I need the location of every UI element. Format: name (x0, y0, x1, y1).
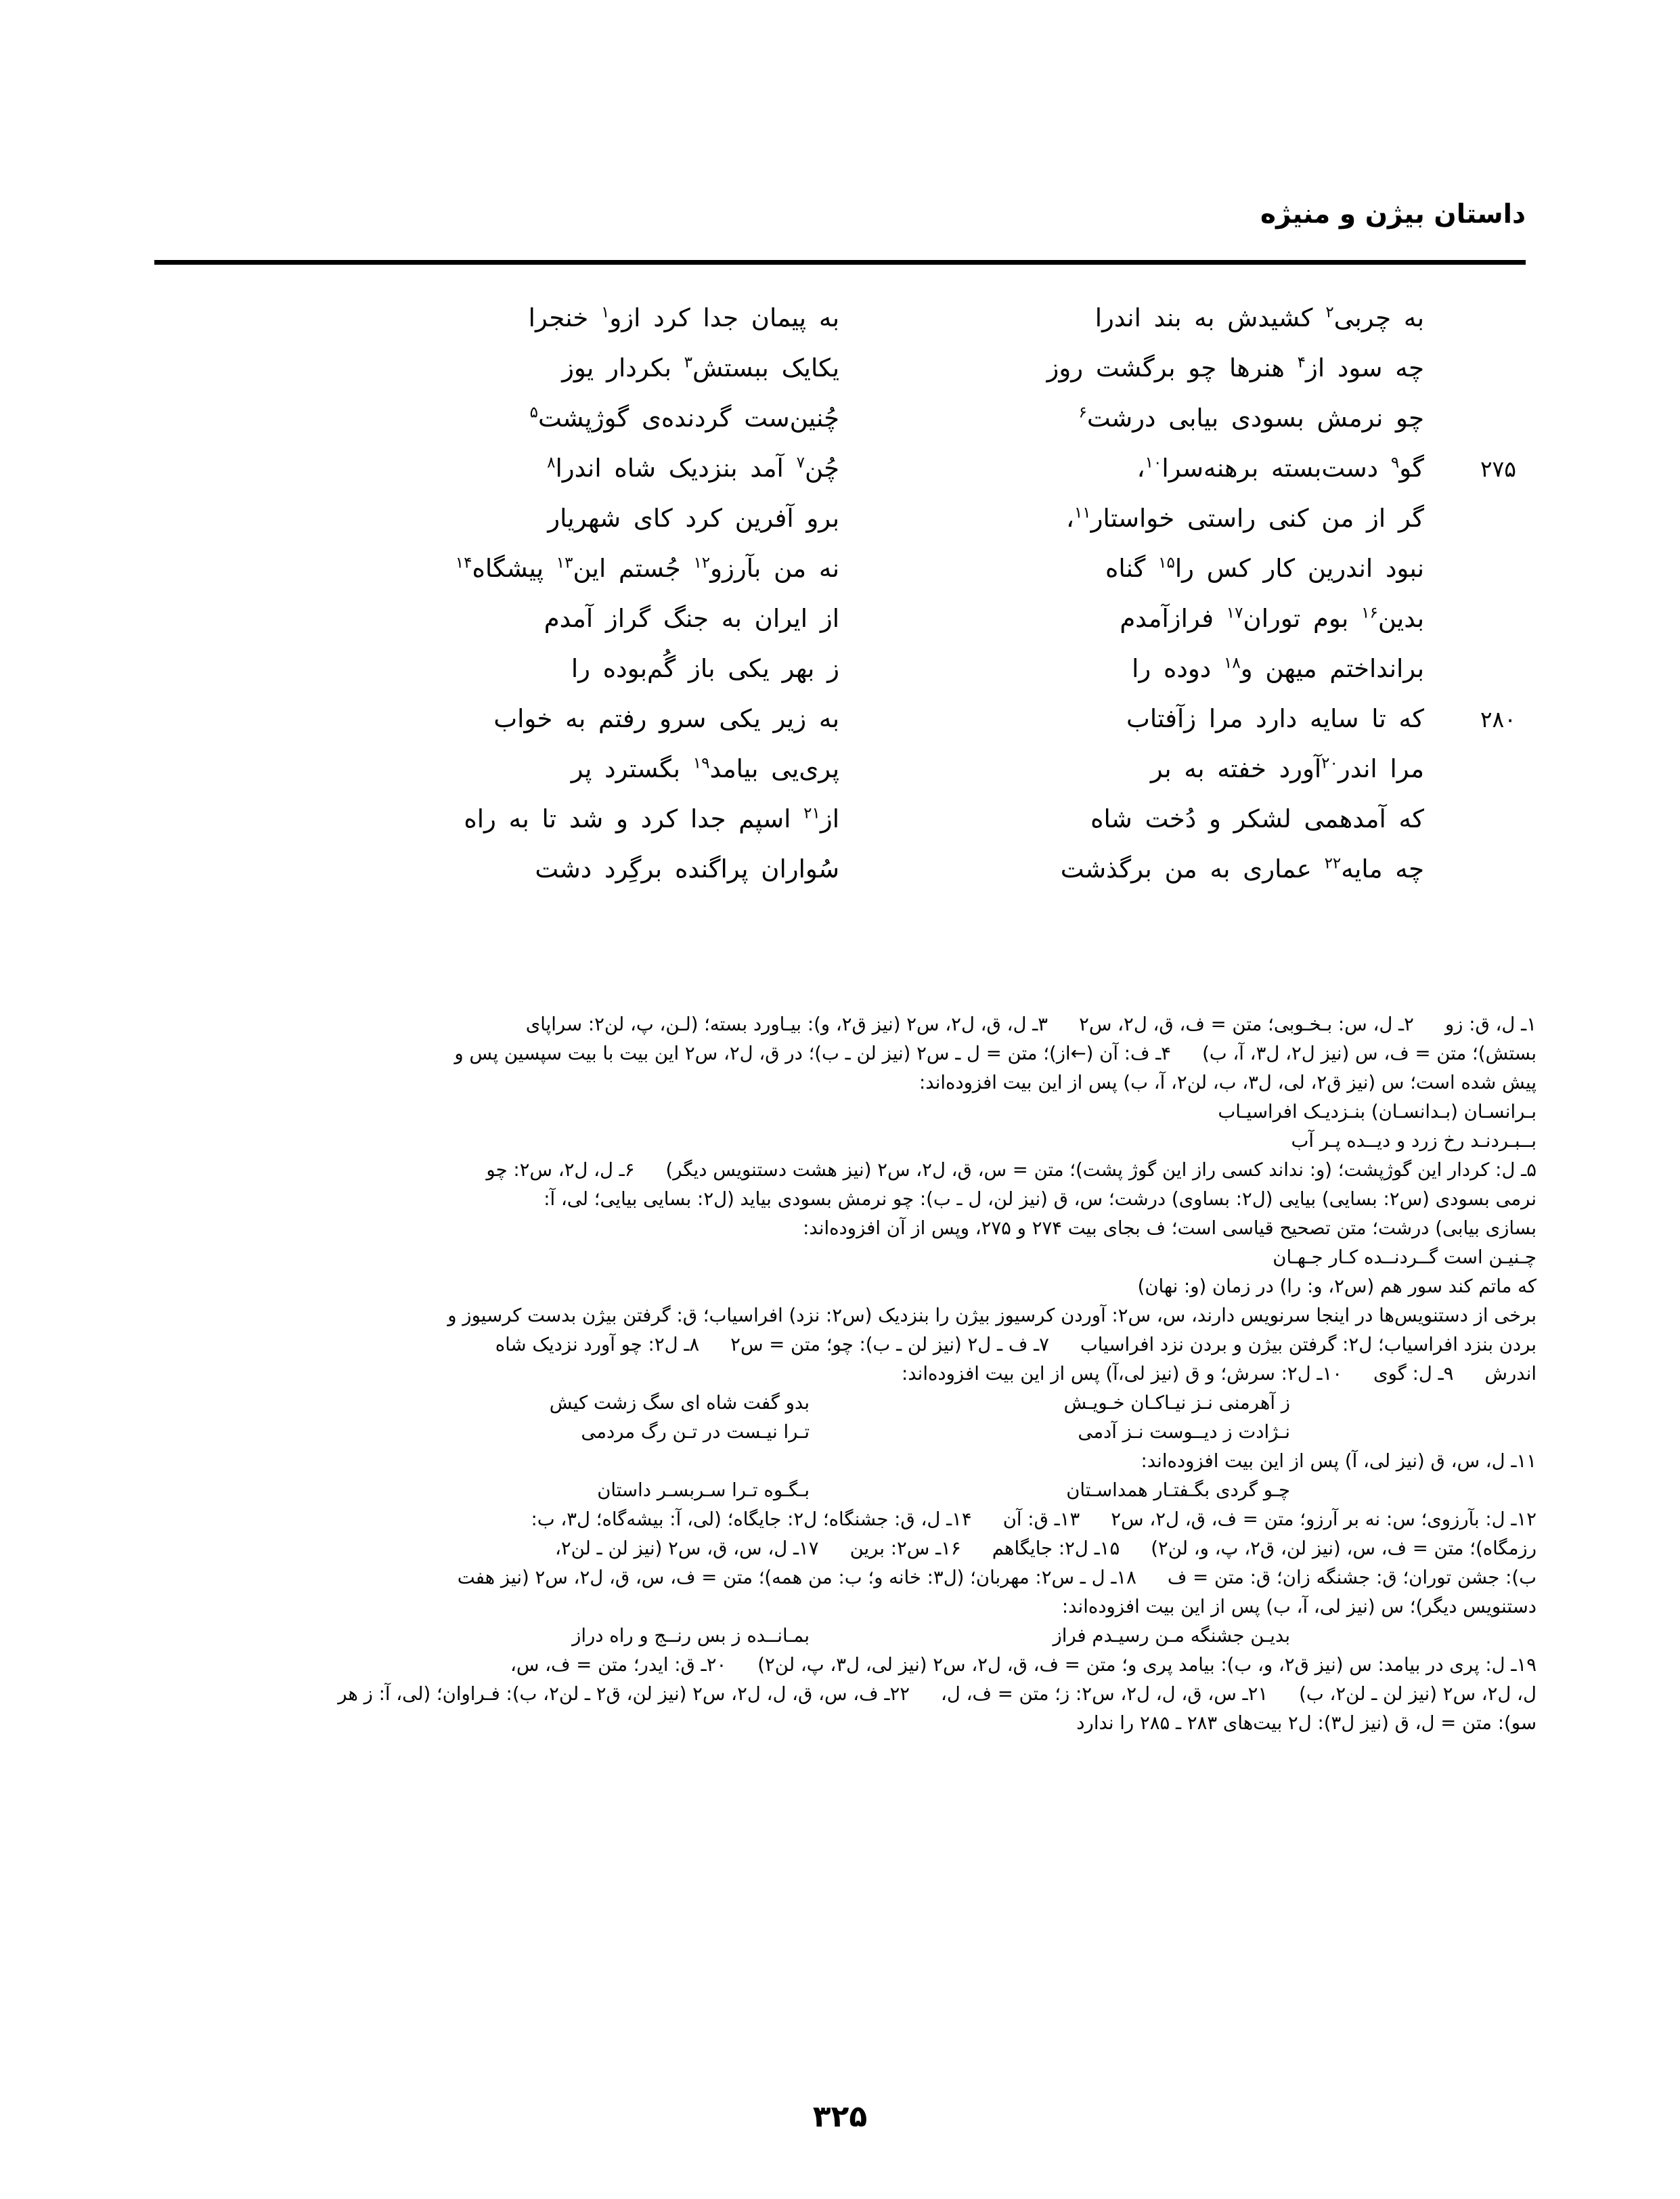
quoted-verse (143, 1243, 1537, 1272)
note-16: ۱۶ـ س۲: برین (849, 1538, 961, 1559)
hemistich-right (253, 754, 849, 783)
apparatus-line (143, 1185, 1537, 1214)
hemistich-right (253, 303, 849, 332)
apparatus-line (143, 1563, 1537, 1592)
note-13: ۱۳ـ ق: آن (1002, 1508, 1080, 1530)
footnote-marker: ۵ (529, 404, 538, 422)
note-6-cont2: بسازی بیابی) درشت؛ متن تصحیح قیاسی است؛ ف بجای بیت ۲۷۴ و ۲۷۵، وپس از آن افزوده‌اند: (803, 1217, 1537, 1239)
footnote-marker: ۷ (796, 454, 805, 472)
note-4: ۴ـ ف: آن (←از)؛ متن = ل ـ س۲ (نیز لن ـ ب)؛ در ق، ل۲، س۲ این بیت با بیت سپسین پس و (454, 1043, 1172, 1064)
hemistich-text: گر از من کنی راستی خواستار (1090, 504, 1424, 533)
apparatus-line (143, 1680, 1537, 1709)
hemistich-text: برانداختم میهن و (1240, 654, 1424, 683)
hemistich-text: به زیر یکی سرو رفتم به خواب (493, 704, 839, 733)
hemistich-text: که تا سایه دارد مرا زآفتاب (1126, 704, 1424, 733)
footnote-marker: ۱۸ (1224, 654, 1241, 672)
note-18-cont: دستنویس دیگر)؛ س (نیز لی، آ، ب) پس از این بیت افزوده‌اند: (1061, 1596, 1537, 1617)
page-number: ۳۲۵ (812, 2099, 868, 2134)
quoted-hemistich-right: تـرا نیـست در تـن رگ مردمی (581, 1421, 810, 1443)
note-2-cont: بستش)؛ متن = ف، س (نیز ل۲، ل۳، آ، ب) (1202, 1043, 1537, 1064)
couplet-row (154, 504, 1526, 554)
quoted-hemistich-left: بدیـن جشنگه مـن رسیـدم فراز (1053, 1625, 1290, 1647)
running-title: داستان بیژن و منیژه (1260, 199, 1526, 230)
note-9: ۹ـ ل: گوی (1373, 1363, 1454, 1385)
hemistich-right (253, 454, 849, 483)
footnote-marker: ۱۹ (692, 754, 710, 772)
hemistich-text-tail: کشیدش به بند اندرا (1095, 303, 1326, 332)
quoted-verse (143, 1097, 1537, 1127)
hemistich-text: از ایران به جنگ گراز آمدم (544, 604, 839, 633)
footnote-marker: ۲ (1325, 303, 1334, 322)
hemistich-text-tail: بکردار یوز (562, 353, 684, 383)
footnote-marker: ۹ (1390, 454, 1400, 472)
note-6-cont: نرمی بسودی (س۲: بسایی) بیایی (ل۲: بساوی) درشت؛ س، ق (نیز لن، ل ـ ب): چو نرمش بسودی بیاید (ل۲: بسایی بیایی؛ لی، آ: (544, 1188, 1537, 1210)
note-22-cont: سو): متن = ل، ق (نیز ل۳): ل۲ بیت‌های ۲۸۳ ـ ۲۸۵ را ندارد (1076, 1712, 1537, 1734)
couplet-row (154, 754, 1526, 804)
quoted-hemistich-left: نـژادت ز دیــوست نـز آدمی (1078, 1421, 1290, 1443)
apparatus-line (143, 1301, 1537, 1330)
apparatus-line (143, 1709, 1537, 1738)
hemistich-text-tail: جُستم این (573, 554, 694, 583)
hemistich-text-tail2: پیشگاه (472, 554, 556, 583)
footnote-marker: ۱۰ (1145, 454, 1162, 472)
footnote-marker: ۱۲ (693, 554, 711, 572)
hemistich-text-tail: گناه (1105, 554, 1159, 583)
footnote-marker: ۴ (1297, 353, 1306, 372)
note-1: ۱ـ ل، ق: زو (1444, 1014, 1537, 1035)
hemistich-right (253, 353, 849, 383)
quoted-hemistich-right: بدو گفت شاه ای سگ زشت کیش (549, 1392, 810, 1414)
hemistich-right (253, 404, 849, 433)
hemistich-text-tail: عماری به من برگذشت (1060, 854, 1325, 884)
footnote-marker: ۲۲ (1324, 854, 1342, 873)
hemistich-left (849, 404, 1444, 433)
footnote-marker: ۱۱ (1074, 504, 1091, 522)
hemistich-text: به چربی (1333, 303, 1424, 332)
hemistich-left (849, 604, 1444, 633)
footnote-marker: ۱ (601, 303, 610, 322)
hemistich-left (849, 754, 1444, 783)
hemistich-text-tail: بگسترد پر (571, 754, 693, 783)
apparatus-line (143, 1068, 1537, 1097)
footnote-marker: ۱۵ (1158, 554, 1175, 572)
apparatus-line (143, 1447, 1537, 1476)
note-21: ۲۱ـ س، ق، ل، ل۲، س۲: ز؛ متن = ف، ل، (941, 1683, 1268, 1705)
apparatus-line (143, 1010, 1537, 1039)
note-4-cont: پیش شده است؛ س (نیز ق۲، لی، ل۳، ب، لن۲، آ، ب) پس از این بیت افزوده‌اند: (919, 1072, 1537, 1093)
note-17-cont: ب): جشن توران؛ ق: جشنگه زان؛ ق: متن = ف (1167, 1567, 1537, 1588)
quoted-hemistich-right: بمـانــده ز بس رنــج و راه دراز (572, 1625, 810, 1647)
hemistich-text: ز بهر یکی باز گُم‌بوده را (571, 654, 839, 683)
hemistich-text: نه من بآرزو (710, 554, 839, 583)
hemistich-text: نبود اندرین کار کس را (1174, 554, 1424, 583)
note-22: ۲۲ـ ف، س، ق، ل، ل۲، س۲ (نیز لن، ق۲ ـ لن۲، ب): فـراوان؛ (لی، آ: ز هر (338, 1683, 910, 1705)
couplet-row (154, 454, 1526, 504)
footnote-marker: ۱۷ (1226, 604, 1243, 622)
quoted-verse (143, 1127, 1537, 1156)
footnote-marker: ۶ (1078, 404, 1087, 422)
note-11: ۱۱ـ ل، س، ق (نیز لی، آ) پس از این بیت افزوده‌اند: (1141, 1450, 1537, 1472)
quoted-hemistich: بـرانسـان (بـدانسـان) بنـزدیـک افراسیـاب (1218, 1101, 1537, 1123)
hemistich-text: چو نرمش بسودی بیابی درشت (1086, 404, 1424, 433)
hemistich-text-tail: اسپم جدا کرد و شد تا به راه (464, 804, 804, 833)
hemistich-text: از (820, 804, 839, 833)
apparatus-line (143, 1359, 1537, 1389)
hemistich-left (849, 854, 1444, 884)
hemistich-text: سُواران پراگنده برگِرد دشت (535, 854, 839, 884)
footnote-marker: ۱۶ (1361, 604, 1378, 622)
couplet-row (154, 404, 1526, 454)
quoted-hemistich: که ماتم کند سور هم (س۲، و: را) در زمان (و: نهان) (1137, 1276, 1537, 1297)
hemistich-text: چه سود از (1306, 353, 1424, 383)
note-19: ۱۹ـ ل: پری در بیامد: س (نیز ق۲، و، ب): بیامد پری و؛ متن = ف، ق، ل۲، س۲ (نیز لی، ل۳، پ، لن۲) (757, 1654, 1537, 1676)
hemistich-text: یکایک ببستش (692, 353, 839, 383)
apparatus-line (143, 1651, 1537, 1680)
hemistich-left (849, 704, 1444, 733)
hemistich-text-tail: هنرها چو برگشت روز (1046, 353, 1298, 383)
hemistich-right (253, 854, 849, 884)
hemistich-left (849, 454, 1444, 483)
note-17: ۱۷ـ ل، س، ق، س۲ (نیز لن ـ لن۲، (554, 1538, 819, 1559)
hemistich-text-tail2: فرازآمدم (1120, 604, 1226, 633)
apparatus-line (143, 1330, 1537, 1359)
quoted-hemistich: چـنیـن است گــردنــده کـار جـهـان (1273, 1246, 1537, 1268)
apparatus-line (143, 1039, 1537, 1068)
quoted-hemistich-left: چـو گردی بگـفتـار همداسـتان (1066, 1479, 1290, 1501)
hemistich-text: برو آفرین کرد کای شهریار (548, 504, 839, 533)
apparatus-line (143, 1505, 1537, 1534)
apparatus-line (143, 1214, 1537, 1243)
critical-apparatus (143, 1010, 1537, 1738)
hemistich-comma: ، (1136, 454, 1145, 483)
hemistich-right (253, 554, 849, 583)
couplet-row (154, 554, 1526, 604)
hemistich-right (253, 704, 849, 733)
quoted-couplet (143, 1389, 1537, 1418)
note-20-cont: ل، ل۲، س۲ (نیز لن ـ لن۲، ب) (1299, 1683, 1537, 1705)
apparatus-line (143, 1534, 1537, 1563)
footnote-marker: ۱۳ (556, 554, 573, 572)
couplet-row (154, 654, 1526, 704)
couplet-row (154, 353, 1526, 404)
note-8-cont: اندرش (1484, 1363, 1537, 1385)
quoted-hemistich-right: بـگـوه تـرا سـربسـر داستان (597, 1479, 810, 1501)
hemistich-text-tail: آمد بنزدیک شاه اندرا (555, 454, 797, 483)
couplet-row (154, 854, 1526, 905)
note-sarnevis-cont: بردن بنزد افراسیاب؛ ل۲: گرفتن بیژن و بردن نزد افراسیاب (1080, 1334, 1537, 1355)
note-3: ۳ـ ل، ق، ل۲، س۲ (نیز ق۲، و): بیـاورد بسته؛ (لـن، پ، لن۲: سراپای (525, 1014, 1048, 1035)
hemistich-text-tail: دست‌بسته برهنه‌سرا (1162, 454, 1391, 483)
footnote-marker: ۲۱ (803, 804, 820, 823)
hemistich-left (849, 804, 1444, 833)
running-head (154, 200, 1526, 261)
note-15: ۱۵ـ ل۲: جایگاهم (992, 1538, 1120, 1559)
apparatus-line (143, 1592, 1537, 1621)
note-7: ۷ـ ف ـ ل۲ (نیز لن ـ ب): چو؛ متن = س۲ (730, 1334, 1049, 1355)
verse-number: ۲۸۰ (1480, 706, 1516, 733)
hemistich-text-tail: خنجرا (528, 303, 602, 332)
hemistich-text-tail: آورد خفته به بر (1150, 754, 1322, 783)
quoted-couplet (143, 1621, 1537, 1651)
hemistich-right (253, 504, 849, 533)
hemistich-text: چُنین‌ست گردنده‌ی گوژپشت (537, 404, 839, 433)
hemistich-text: گو (1399, 454, 1424, 483)
quoted-couplet (143, 1476, 1537, 1505)
footnote-marker: ۱۴ (455, 554, 472, 572)
hemistich-text: به پیمان جدا کرد ازو (609, 303, 839, 332)
note-10: ۱۰ـ ل۲: سرش؛ و ق (نیز لی،آ) پس از این بیت افزوده‌اند: (901, 1363, 1343, 1385)
quoted-hemistich-left: ز آهرمنی نـز نیـاکـان خـویـش (1063, 1392, 1290, 1414)
quoted-hemistich: بــبـردنـد رخ زرد و دیــده پـر آب (1291, 1130, 1537, 1152)
note-20: ۲۰ـ ق: ایدر؛ متن = ف، س، (510, 1654, 727, 1676)
hemistich-text-tail: دوده را (1132, 654, 1224, 683)
hemistich-left (849, 303, 1444, 332)
note-12: ۱۲ـ ل: بآرزوی؛ س: نه بر آرزو؛ متن = ف، ق، ل۲، س۲ (1111, 1508, 1537, 1530)
hemistich-left (849, 504, 1444, 533)
couplet-row (154, 303, 1526, 353)
footnote-marker: ۲۰ (1321, 754, 1338, 772)
hemistich-text: چُن (804, 454, 839, 483)
note-8: ۸ـ ل۲: چو آورد نزدیک شاه (495, 1334, 700, 1355)
verse-block (154, 303, 1526, 905)
verse-number: ۲۷۵ (1480, 456, 1516, 482)
header-rule (154, 260, 1526, 265)
hemistich-right (253, 654, 849, 683)
couplet-row (154, 804, 1526, 854)
apparatus-line (143, 1156, 1537, 1185)
hemistich-text: بدین (1377, 604, 1424, 633)
hemistich-text: که آمدهمی لشکر و دُخت شاه (1090, 804, 1424, 833)
couplet-row (154, 604, 1526, 654)
footnote-marker: ۸ (547, 454, 556, 472)
hemistich-left (849, 654, 1444, 683)
hemistich-text-tail: ، (1066, 504, 1074, 533)
couplet-row (154, 704, 1526, 754)
note-14: ۱۴ـ ل، ق: جشنگاه؛ ل۲: جایگاه؛ (لی، آ: بیشه‌گاه؛ ل۳، ب: (531, 1508, 972, 1530)
note-14-cont: رزمگاه)؛ متن = ف، س، (نیز لن، ق۲، پ، و، لن۲) (1151, 1538, 1537, 1559)
note-sarnevis: برخی از دستنویس‌ها در اینجا سرنویس دارند، س، س۲: آوردن کرسیوز بیژن را بنزدیک (س۲: نزد) افراسیاب؛ ق: گرفتن بیژن بدست کرسیوز و (447, 1305, 1537, 1326)
hemistich-right (253, 604, 849, 633)
hemistich-left (849, 353, 1444, 383)
hemistich-text-tail: بوم توران (1243, 604, 1362, 633)
hemistich-text: چه مایه (1341, 854, 1424, 884)
hemistich-right (253, 804, 849, 833)
quoted-couplet (143, 1418, 1537, 1447)
hemistich-text: مرا اندر (1338, 754, 1424, 783)
hemistich-text: پری‌یی بیامد (709, 754, 839, 783)
quoted-verse (143, 1272, 1537, 1301)
hemistich-left (849, 554, 1444, 583)
note-2: ۲ـ ل، س: بـخـوبی؛ متن = ف، ق، ل۲، س۲ (1079, 1014, 1414, 1035)
note-6: ۶ـ ل، ل۲، س۲: چو (486, 1159, 635, 1181)
footnote-marker: ۳ (684, 353, 692, 372)
note-18: ۱۸ـ ل ـ س۲: مهربان؛ (ل۳: خانه و؛ ب: من همه)؛ متن = ف، س، ق، ل۲، س۲ (نیز هفت (457, 1567, 1136, 1588)
note-5: ۵ـ ل: کردار این گوژپشت؛ (و: نداند کسی راز این گوژ پشت)؛ متن = س، ق، ل۲، س۲ (نیز هشت دستنویس دیگر) (665, 1159, 1537, 1181)
